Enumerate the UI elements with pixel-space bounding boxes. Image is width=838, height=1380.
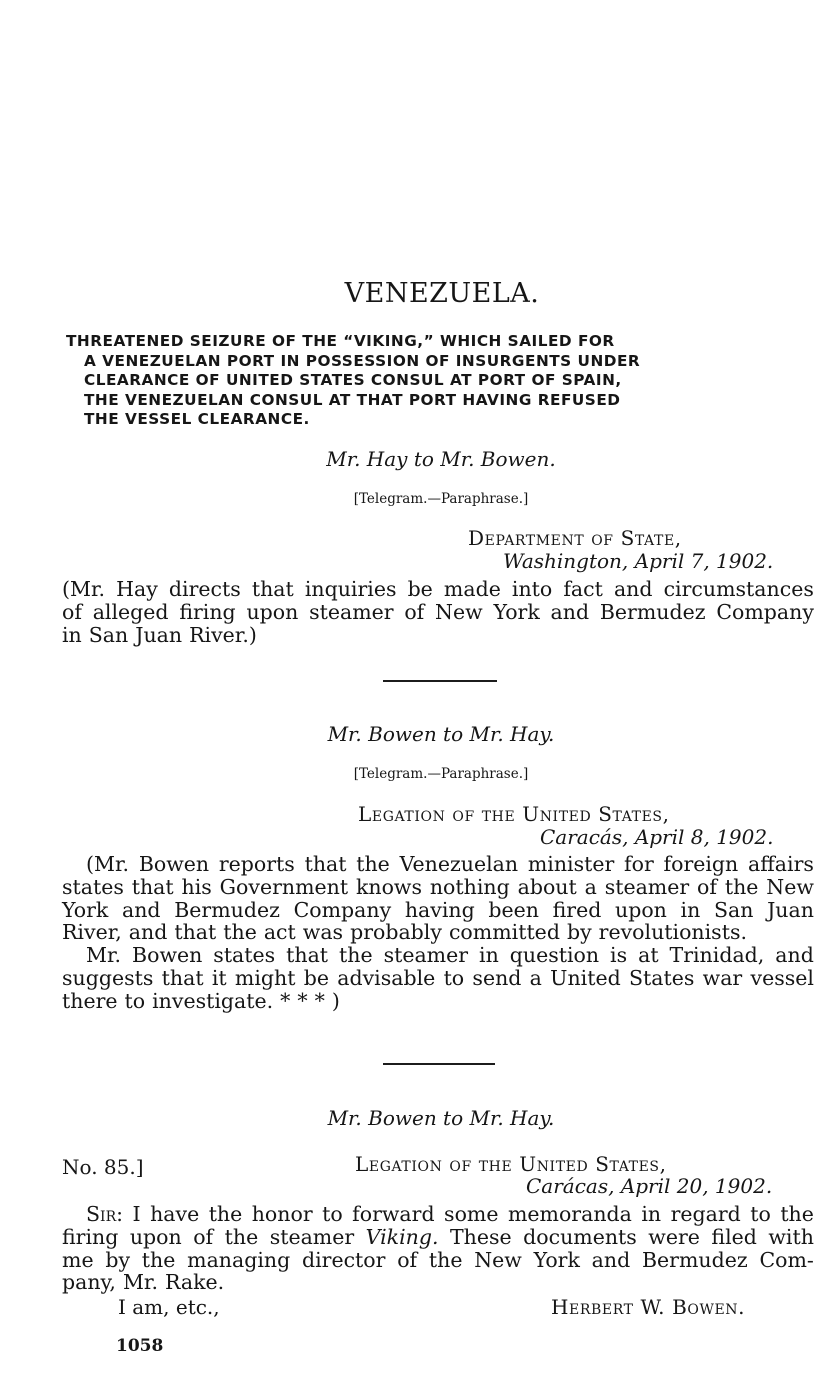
doc2-body [62, 853, 814, 1013]
doc3-sender: Mr. Bowen to Mr. Hay. [327, 1106, 555, 1130]
doc3-body-line: Sir: I have the honor to forward some memoranda in regard to the [86, 1202, 814, 1226]
doc3-body-line: me by the managing director of the New York and Bermudez Com- [62, 1247, 814, 1272]
doc1-office: Department of State, [468, 526, 682, 550]
page-number: 1058 [116, 1336, 164, 1356]
doc2-body-line: River, and that the act was probably committed by revolutionists. [62, 920, 747, 945]
doc1-place-date: Washington, April 7, 1902. [503, 549, 774, 573]
doc3-place-date: Carácas, April 20, 1902. [526, 1174, 773, 1198]
doc3-number: No. 85.] [62, 1155, 144, 1179]
doc2-office: Legation of the United States, [358, 802, 670, 826]
doc2-body-line: (Mr. Bowen reports that the Venezuelan minister for foreign affairs [86, 852, 814, 876]
doc2-telegram-note: [Telegram.—Paraphrase.] [353, 766, 529, 782]
section-divider [383, 1063, 495, 1065]
doc1-body-line: in San Juan River.) [62, 622, 257, 647]
doc2-place-date: Caracás, April 8, 1902. [540, 825, 774, 849]
page-title: VENEZUELA. [344, 278, 540, 309]
section-divider [383, 680, 497, 682]
headline-line: THE VENEZUELAN CONSUL AT THAT PORT HAVING REFUSED [84, 390, 621, 409]
doc3-body-line: pany, Mr. Rake. [62, 1270, 225, 1295]
doc1-body [62, 578, 814, 646]
doc2-body-line: states that his Government knows nothing about a steamer of the New [62, 874, 814, 899]
doc1-sender: Mr. Hay to Mr. Bowen. [326, 447, 556, 471]
headline-line: THE VESSEL CLEARANCE. [84, 410, 310, 429]
doc3-office: Legation of the United States, [355, 1152, 667, 1176]
headline-line: A VENEZUELAN PORT IN POSSESSION OF INSURGENTS UNDER [84, 351, 641, 370]
doc2-sender: Mr. Bowen to Mr. Hay. [327, 722, 555, 746]
doc2-body-line: York and Bermudez Company having been fired upon in San Juan [62, 897, 814, 922]
doc2-body-line: suggests that it might be advisable to send a United States war vessel [62, 965, 814, 990]
doc2-body-line: there to investigate. * * * ) [62, 988, 340, 1013]
doc1-body-line: (Mr. Hay directs that inquiries be made into fact and circumstances [62, 577, 814, 601]
doc1-telegram-note: [Telegram.—Paraphrase.] [353, 491, 529, 507]
doc3-signature: Herbert W. Bowen. [551, 1295, 746, 1319]
headline-line: THREATENED SEIZURE OF THE “VIKING,” WHICH SAILED FOR [66, 332, 615, 350]
doc3-body [62, 1203, 814, 1294]
doc3-closing: I am, etc., [118, 1295, 220, 1319]
headline-line: CLEARANCE OF UNITED STATES CONSUL AT PORT OF SPAIN, [84, 371, 622, 390]
doc1-body-line: of alleged firing upon steamer of New York and Bermudez Company [62, 599, 814, 624]
doc2-body-line: Mr. Bowen states that the steamer in question is at Trinidad, and [86, 943, 814, 968]
section-headline [66, 332, 816, 430]
doc3-body-line: firing upon of the steamer Viking. These documents were filed with [62, 1224, 814, 1249]
